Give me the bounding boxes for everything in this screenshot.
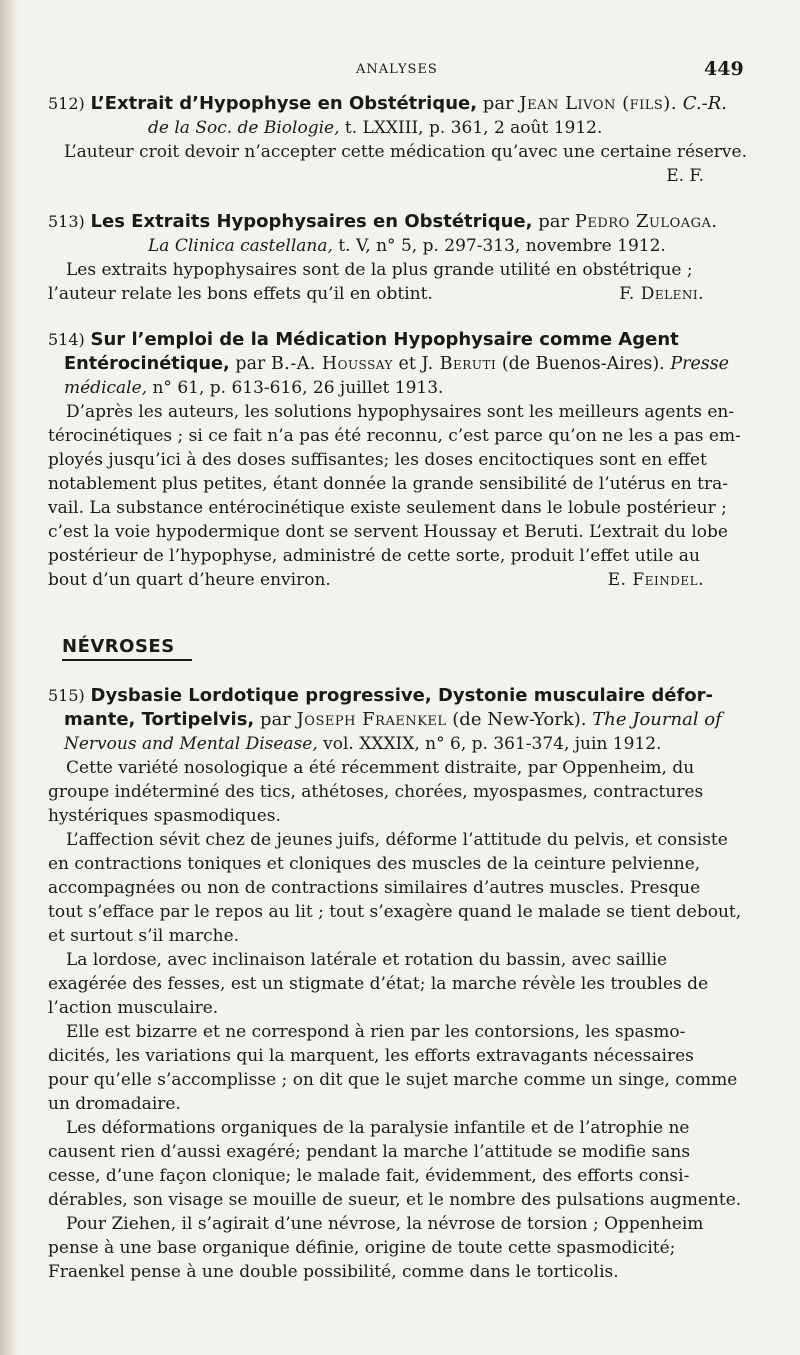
journal-name: The Journal of <box>592 709 722 730</box>
journal-name: Presse <box>670 354 729 374</box>
citation-line: Nervous and Mental Disease, vol. XXXIX, n° 6, p. 361-374, juin 1912. <box>64 734 662 754</box>
entry-author: Jean Livon (fils). <box>519 93 678 114</box>
entry-515: 515) Dysbasie Lordotique progressive, Dystonie musculaire défor- mante, Tortipelvis, par Joseph Fraenkel (de New-York). The Journal of Nervous and Mental Disease, vol. XXXIX, n° 6, p. 361-374, juin 1912. Cette variété nosologique a été récemment distraite, par Oppenheim, du groupe indéterminé des tics, athétoses, chorées, myospasmes, contractures hystériques spasmodiques. L’affection sévit chez de jeunes juifs, déforme l’attitude du pelvis, et consiste en contractions toniques et cloniques des muscles de la ceinture pelvienne, accompagnées ou non de contractions similaires d’autres muscles. Presque tout s’efface par le repos au lit ; tout s’exagère quand le malade se tient debout, et surtout s’il marche. La lordose, avec inclinaison latérale et rotation du bassin, avec saillie exagérée des fesses, est un stigmate d’état; la marche révèle les troubles de l’action musculaire. Elle est bizarre et ne correspond à rien par les contorsions, les spasmo- dicités, les variations qui la marquent, les efforts extravagants nécessaires pour qu’elle s’accomplisse ; on dit que le sujet marche comme un singe, comme un dromadaire. Les déformations organiques de la paralysie infantile et de l’atrophie ne causent rien d’aussi exagéré; pendant la marche l’attitude se modifie sans cesse, d’une façon clonique; le malade fait, évidemment, des efforts consi- dérables, son visage se mouille de sueur, et le nombre des pulsations augmente. Pour Ziehen, il s’agirait d’une névrose, la névrose de torsion ; Oppenheim pense à une base organique définie, origine de toute cette spasmodicité; Fraenkel pense à une double possibilité, comme dans le torticolis. <box>48 684 748 1284</box>
body-line: Pour Ziehen, il s’agirait d’une névrose, la névrose de torsion ; Oppenheim <box>66 1214 704 1234</box>
body-line: dicités, les variations qui la marquent, les efforts extravagants nécessaires <box>48 1046 694 1066</box>
body-line: l’action musculaire. <box>48 998 219 1018</box>
journal-name: C.-R. <box>682 93 727 114</box>
body-line: cesse, d’une façon clonique; le malade fait, évidemment, des efforts consi- <box>48 1166 690 1186</box>
body-line: D’après les auteurs, les solutions hypophysaires sont les meilleurs agents en- <box>66 402 735 422</box>
body-line: L’affection sévit chez de jeunes juifs, déforme l’attitude du pelvis, et consiste <box>66 830 728 850</box>
body-line: un dromadaire. <box>48 1094 181 1114</box>
entry-author: J. Beruti <box>421 354 497 374</box>
citation-line: de la Soc. de Biologie, t. LXXIII, p. 361, 2 août 1912. <box>148 118 603 138</box>
signature: E. F. <box>666 166 704 186</box>
body-line: pense à une base organique définie, origine de toute cette spasmodicité; <box>48 1238 676 1258</box>
scan-shadow <box>0 0 18 1355</box>
body-line: térocinétiques ; si ce fait n’a pas été reconnu, c’est parce qu’on ne les a pas em- <box>48 426 741 446</box>
body-line: notablement plus petites, étant donnée la grande sensibilité de l’utérus en tra- <box>48 474 728 494</box>
entry-number: 515) <box>48 686 85 705</box>
body-line: ployés jusqu’ici à des doses suffisantes; les doses encitoctiques sont en effet <box>48 450 707 470</box>
citation-line: médicale, n° 61, p. 613-616, 26 juillet 1913. <box>64 378 444 398</box>
entry-513: 513) Les Extraits Hypophysaires en Obstétrique, par Pedro Zuloaga. La Clinica castellana, t. V, n° 5, p. 297-313, novembre 1912. Les extraits hypophysaires sont de la plus grande utilité en obstétrique ; l’auteur relate les bons effets qu’il en obtint. F. Deleni. <box>48 210 748 306</box>
body-line: pour qu’elle s’accomplisse ; on dit que le sujet marche comme un singe, comme <box>48 1070 738 1090</box>
citation-line: La Clinica castellana, t. V, n° 5, p. 297-313, novembre 1912. <box>148 236 666 256</box>
body-line: Les déformations organiques de la paralysie infantile et de l’atrophie ne <box>66 1118 690 1138</box>
entry-title: Les Extraits Hypophysaires en Obstétrique, <box>90 211 533 232</box>
body-line: causent rien d’aussi exagéré; pendant la marche l’attitude se modifie sans <box>48 1142 691 1162</box>
body-line: La lordose, avec inclinaison latérale et rotation du bassin, avec saillie <box>66 950 668 970</box>
body-line: exagérée des fesses, est un stigmate d’état; la marche révèle les troubles de <box>48 974 709 994</box>
signature: E. Feindel. <box>607 570 704 590</box>
signature: F. Deleni. <box>619 284 704 304</box>
body-line: l’auteur relate les bons effets qu’il en obtint. <box>48 284 433 304</box>
entry-512: 512) L’Extrait d’Hypophyse en Obstétrique, par Jean Livon (fils). C.-R. de la Soc. de Biologie, t. LXXIII, p. 361, 2 août 1912. L’auteur croit devoir n’accepter cette médication qu’avec une certaine réserve. E. F. <box>48 93 748 186</box>
entry-title: L’Extrait d’Hypophyse en Obstétrique, <box>90 93 478 114</box>
entry-514: 514) Sur l’emploi de la Médication Hypophysaire comme Agent Entérocinétique, par B.-A. Houssay et J. Beruti (de Buenos-Aires). Presse médicale, n° 61, p. 613-616, 26 juillet 1913. D’après les auteurs, les solutions hypophysaires sont les meilleurs agents en- térocinétiques ; si ce fait n’a pas été reconnu, c’est parce qu’on ne les a pas em- ployés jusqu’ici à des doses suffisantes; les doses encitoctiques sont en effet notablement plus petites, étant donnée la grande sensibilité de l’utérus en tra- vail. La substance entérocinétique existe seulement dans le lobule postérieur ; c’est la voie hypodermique dont se servent Houssay et Beruti. L’extrait du lobe postérieur de l’hypophyse, administré de cette sorte, produit l’effet utile au bout d’un quart d’heure environ. E. Feindel. <box>48 328 748 592</box>
body-line: hystériques spasmodiques. <box>48 806 281 826</box>
body-line: Elle est bizarre et ne correspond à rien par les contorsions, les spasmo- <box>66 1022 686 1042</box>
body-line: c’est la voie hypodermique dont se servent Houssay et Beruti. L’extrait du lobe <box>48 522 728 542</box>
running-head: ANALYSES <box>356 62 438 77</box>
entry-title: Sur l’emploi de la Médication Hypophysaire comme Agent <box>90 329 679 350</box>
body-line: dérables, son visage se mouille de sueur, et le nombre des pulsations augmente. <box>48 1190 742 1210</box>
body-line: bout d’un quart d’heure environ. <box>48 570 331 590</box>
body-line: et surtout s’il marche. <box>48 926 240 946</box>
page-number: 449 <box>704 58 744 80</box>
entry-title-cont: Entérocinétique, <box>64 354 230 374</box>
body-line: Les extraits hypophysaires sont de la plus grande utilité en obstétrique ; <box>66 260 693 280</box>
body-line: L’auteur croit devoir n’accepter cette médication qu’avec une certaine réserve. <box>64 142 748 162</box>
entry-number: 512) <box>48 94 85 113</box>
entry-author: Pedro Zuloaga. <box>574 211 718 232</box>
entry-author: B.-A. Houssay <box>270 354 393 374</box>
body-line: en contractions toniques et cloniques des muscles de la ceinture pelvienne, <box>48 854 701 874</box>
body-line: Fraenkel pense à une double possibilité, comme dans le torticolis. <box>48 1262 619 1282</box>
entry-author: Joseph Fraenkel <box>296 709 447 730</box>
entry-title: Dysbasie Lordotique progressive, Dystonie musculaire défor- <box>90 685 714 706</box>
entry-title-cont: mante, Tortipelvis, <box>64 709 255 730</box>
body-line: Cette variété nosologique a été récemment distraite, par Oppenheim, du <box>66 758 695 778</box>
section-underline <box>62 659 192 661</box>
entry-number: 514) <box>48 330 85 349</box>
body-line: postérieur de l’hypophyse, administré de cette sorte, produit l’effet utile au <box>48 546 700 566</box>
body-line: accompagnées ou non de contractions similaires d’autres muscles. Presque <box>48 878 701 898</box>
body-line: vail. La substance entérocinétique existe seulement dans le lobule postérieur ; <box>48 498 727 518</box>
section-heading: NÉVROSES <box>62 636 175 657</box>
page-header <box>0 58 800 88</box>
body-line: tout s’efface par le repos au lit ; tout s’exagère quand le malade se tient debout, <box>48 902 742 922</box>
body-line: groupe indéterminé des tics, athétoses, chorées, myospasmes, contractures <box>48 782 704 802</box>
entry-number: 513) <box>48 212 85 231</box>
